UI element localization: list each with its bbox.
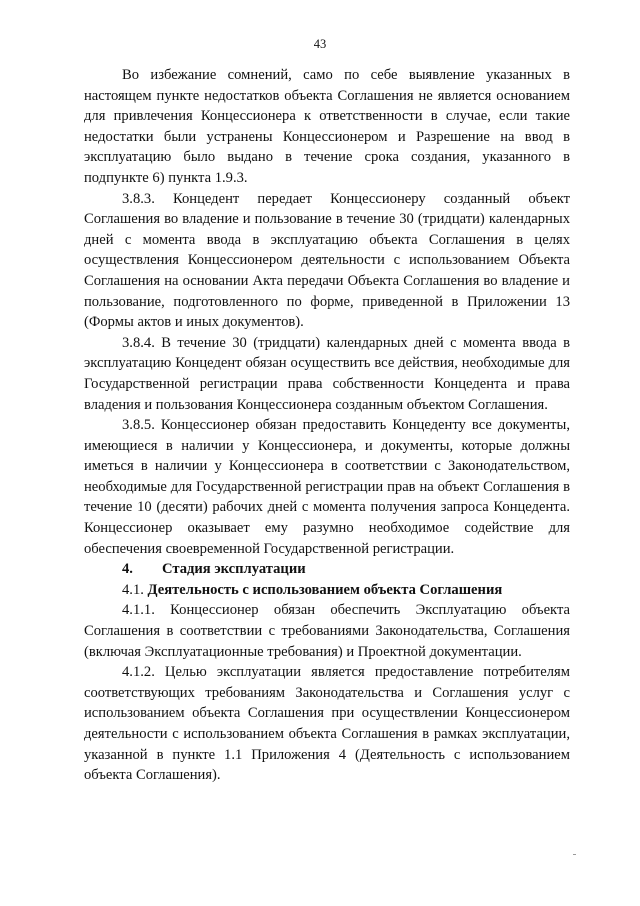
subsection-4-1-heading (84, 580, 570, 601)
subsection-4-1-title: Деятельность с использованием объекта Соглашения (147, 581, 503, 598)
document-body (84, 65, 570, 786)
paragraph-3-8-3: 3.8.3. Концедент передает Концессионеру созданный объект Соглашения во владение и пользование в течение 30 (тридцати) календарных дней с момента ввода в эксплуатацию объекта Соглашения в целях осуществления Концессионером деятельности с использованием Объекта Соглашения на основании Акта передачи Объекта Соглашения во владение и пользование, подготовленного по форме, приведенной в Приложении 13 (Формы актов и иных документов). (84, 190, 570, 331)
section-4-heading (84, 559, 570, 580)
section-4-number: 4. (122, 561, 133, 578)
section-4-title: Стадия эксплуатации (162, 561, 306, 578)
paragraph-defects-clarification: Во избежание сомнений, само по себе выявление указанных в настоящем пункте недостатков объекта Соглашения не является основанием для привлечения Концессионера к ответственности в случае, если такие недостатки были устранены Концессионером и Разрешение на ввод в эксплуатацию было выдано в течение срока создания, указанного в подпункте 6) пункта 1.9.3. (84, 67, 570, 186)
paragraph-3-8-5: 3.8.5. Концессионер обязан предоставить Концеденту все документы, имеющиеся в наличии у Концессионера, и документы, которые должны иметься в наличии у Концессионера в соответствии с Законодательством, необходимые для Государственной регистрации прав на объект Соглашения в течение 10 (десяти) рабочих дней с момента получения запроса Концедента. Концессионер оказывает ему разумно необходимое содействие для обеспечения своевременной Государственной регистрации. (84, 417, 570, 557)
paragraph-3-8-4: 3.8.4. В течение 30 (тридцати) календарных дней с момента ввода в эксплуатацию Концедент обязан осуществить все действия, необходимые для Государственной регистрации права собственности Концедента и права владения и пользования Концессионера созданным объектом Соглашения. (84, 334, 570, 413)
subsection-4-1-number: 4.1. (122, 581, 144, 598)
scan-speck (573, 854, 576, 855)
page-number: 43 (313, 37, 327, 51)
paragraph-4-1-2: 4.1.2. Целью эксплуатации является предоставление потребителям соответствующих требованиям Законодательства и Соглашения услуг с использованием объекта Соглашения при осуществлении Концессионером деятельности с использованием объекта Соглашения в рамках эксплуатации, указанной в пункте 1.1 Приложения 4 (Деятельность с использованием объекта Соглашения). (84, 664, 570, 784)
paragraph-4-1-1: 4.1.1. Концессионер обязан обеспечить Эксплуатацию объекта Соглашения в соответствии с требованиями Законодательства, Соглашения (включая Эксплуатационные требования) и Проектной документации. (84, 602, 570, 660)
